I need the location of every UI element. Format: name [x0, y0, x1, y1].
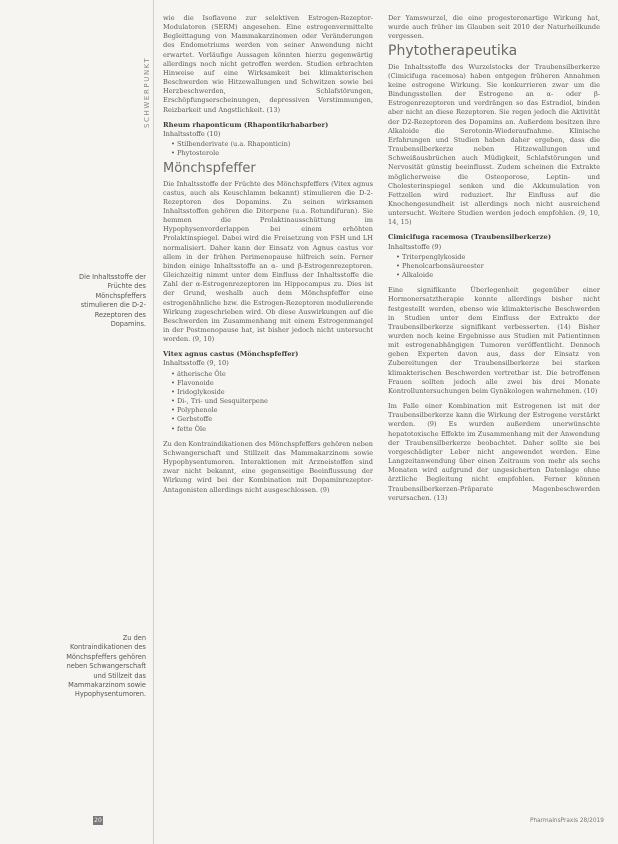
margin-rule — [153, 0, 154, 844]
paragraph-phyto-2: Eine signifikante Überlegenheit gegenüber einer Hormonersatztherapie konnte allerdings bisher nicht festgestellt werden, ebenso wie klimakterische Beschwerden in Studien unter dem Einfluss der Extrakte der Traubensilberkerze signifikant verbesserten. (14) Bisher wurden noch keine Ergebnisse aus Studien mit Patientinnen mit estrogenabhängigen Tumoren veröffentlicht. Dennoch geben Experten davon aus, dass der Einsatz von Zubereitungen der Traubensilberkerze bei starken klimakterischen Beschwerden vertretbar ist. Die betroffenen Frauen sollten jedoch alle zwei bis drei Monate Kontrolluntersuchungen beim Gynäkologen wahrnehmen. (10) — [388, 286, 600, 395]
paragraph-moench-2: Zu den Kontraindikationen des Mönchspfeffers gehören neben Schwangerschaft und Stillzeit das Mammakarzinom sowie Hypophysentumoren. Interaktionen mit Arzneistoffen sind zwar nicht bekannt, eine gegenseitige Beeinflussung der Wirkung wird bei der Kombination mit Dopaminrezeptor-Antagonisten allerdings nicht ausgeschlossen. (9) — [163, 439, 373, 494]
list-item: • Polyphenole — [171, 406, 373, 415]
paragraph-intro: wie die Isoflavone zur selektiven Estrogen-Rezeptor-Modulatoren (SERM) angesehen. Eine estrogenvermittelte Begleittagung von Mammakarzinomen oder Veränderungen des Endometriums werden von seiner Anwendung nicht erwartet. Vorläufige Aussagen könnten hierzu gegenwärtig allerdings noch nicht getroffen werden. Studien erbrachten Hinweise auf eine Wirksamkeit bei klimakterischen Beschwerden wie Hitzewallungen und Schwitzen sowie bei Herzbeschwerden, Schlafstörungen, Erschöpfungserscheinungen, depressiven Verstimmungen, Reizbarkeit und Angstlichkeit. (13) — [163, 14, 373, 114]
subheading-rheum: Rheum rhaponticum (Rhapontikrhabarber) — [163, 120, 329, 129]
column-right — [388, 14, 600, 509]
heading-phytotherapeutika: Phytotherapeutika — [388, 43, 518, 60]
subheading-cimicifuga: Cimicifuga racemosa (Traubensilberkerze) — [388, 233, 552, 242]
footer-journal: PharmaInsPraxis 28/2019 — [530, 818, 604, 824]
list-item: • ätherische Öle — [171, 370, 373, 379]
label-rheum-ingredients: Inhaltsstoffe (10) — [163, 129, 221, 138]
subheading-vitex: Vitex agnus castus (Mönchspfeffer) — [163, 350, 299, 359]
paragraph-yams: Der Yamswurzel, die eine progesteronartige Wirkung hat, wurde auch früher im Glauben seit 2010 der Naturheilkunde vergessen. — [388, 14, 600, 41]
list-item: • Di-, Tri- und Sesquiterpene — [171, 397, 373, 406]
sidenote-dopamine: Die Inhaltsstoffe der Früchte des Mönchspfeffers stimulieren die D-2-Rezeptoren des Dopamins. — [79, 273, 146, 329]
paragraph-phyto-1: Die Inhaltsstoffe des Wurzelstocks der Traubensilberkerze (Cimicifuga racemosa) haben entgegen früheren Annahmen keine estrogene Wirkung. Sie konkurrieren zwar um die Bindungsstellen der Estrogene an α- oder β-Estrogenrezeptoren und verdrängen so das Estradiol, binden aber nicht an diese Rezeptoren. Sie regen jedoch die Aktivität der D2-Rezeptoren des Dopamins an. Außerdem besitzen ihre Alkaloide die Serotonin-Wiederaufnahme. Klinische Erfahrungen und Studien haben daher ergeben, dass die Traubensilberkerze neben Hitzewallungen und Schweißausbrüchen auch Müdigkeit, Schlafstörungen und Nervosität günstig beeinflusst. Zudem scheinen die Extrakte möglicherweise die Osteoporose, Leptin- und Cholesterinspiegel senken und die Akkumulation von Fettzellen wird reduziert. Ihr Einfluss auf die Knochengesundheit ist allerdings noch nicht ausreichend untersucht. Weitere Studien werden jedoch empfohlen. (9, 10, 14, 15) — [388, 62, 600, 227]
list-item: • Gerbstoffe — [171, 415, 373, 424]
list-item: • fette Öle — [171, 425, 373, 434]
sidenote-contraindications: Zu den Kontraindikationen des Mönchspfeffers gehören neben Schwangerschaft und Stillzeit das Mammakarzinom sowie Hypophysentumoren. — [66, 634, 146, 699]
label-cimicifuga-ingredients: Inhaltsstoffe (9) — [388, 242, 442, 251]
list-item: • Flavonoide — [171, 379, 373, 388]
list-item: • Phytosterole — [171, 149, 373, 158]
list-item: • Stilbenderivate (u.a. Rhaponticin) — [171, 140, 373, 149]
list-cimicifuga — [388, 253, 600, 280]
list-item: • Alkaloide — [396, 271, 600, 280]
paragraph-moench-1: Die Inhaltsstoffe der Früchte des Mönchspfeffers (Vitex agnus castus, auch als Keuschlamm bekannt) stimulieren die D-2-Rezeptoren des Dopamins. Zu seinen wirksamen Inhaltsstoffen gehören die Diterpene (u.a. Rotundifuran). Sie hemmen die Prolaktinausschüttung im Hypophysenvorderlappen bei einem erhöhten Prolaktinspiegel. Dabei wird die Freisetzung von FSH und LH normalisiert. Daher kann der Einsatz von Agnus castus vor allem in der frühen Perimenopause hilfreich sein. Ferner binden einige Inhaltsstoffe an α- und β-Estrogenrezeptoren. Gleichzeitig nimmt unter dem Einfluss der Inhaltsstoffe die Zahl der α-Estrogenrezeptoren im Hippocampus zu. Dies ist der Grund, weshalb auch dem Mönchspfeffer eine estrogenähnliche bzw. die Estrogen-Rezeptoren modulierende Wirkung zugeschrieben wird. Ob diese Auswirkungen auf die Beschwerden im Zusammenhang mit einem Estrogenmangel in der Postmenopause hat, ist bisher jedoch nicht untersucht worden. (9, 10) — [163, 179, 373, 344]
list-rheum — [163, 140, 373, 158]
list-item: • Phenolcarbonsäureester — [396, 262, 600, 271]
heading-moenchspfeffer: Mönchspfeffer — [163, 161, 256, 177]
section-label: SCHWERPUNKT — [143, 56, 151, 128]
list-item: • Triterpenglykoside — [396, 253, 600, 262]
column-left — [163, 14, 373, 501]
label-vitex-ingredients: Inhaltsstoffe (9, 10) — [163, 359, 229, 368]
page-number: 20 — [94, 817, 102, 824]
list-item: • Iridoglykoside — [171, 388, 373, 397]
list-vitex — [163, 370, 373, 434]
paragraph-phyto-3: Im Falle einer Kombination mit Estrogenen ist mit der Traubensilberkerze kann die Wirkung der Estrogene verstärkt werden. (9) Es wurden außerdem unerwünschte hepatotoxische Effekte im Zusammenhang mit der Anwendung der Traubensilberkerze beobachtet. Daher sollte sie bei vorgeschädigter Leber nicht angewendet werden. Eine Langzeitanwendung über einen Zeitraum von mehr als sechs Monaten wird aufgrund der ungesicherten Datenlage ohne ärztliche Begleitung nicht empfohlen. Ferner können Traubensilberkerzen-Präparate Magenbeschwerden verursachen. (13) — [388, 402, 600, 502]
